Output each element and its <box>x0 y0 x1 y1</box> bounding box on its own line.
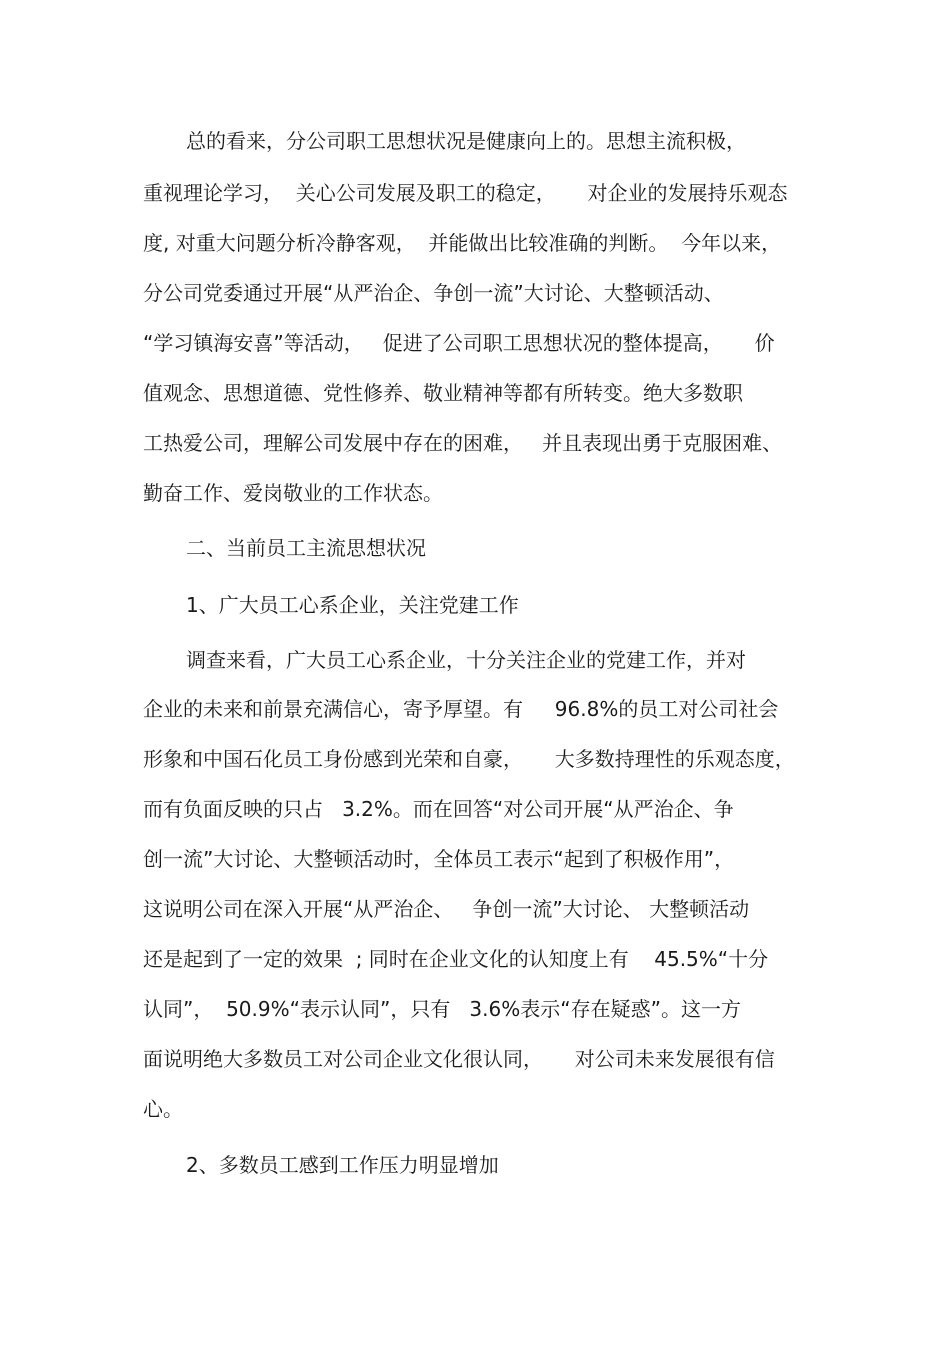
subsection-heading: 2、多数员工感到工作压力明显增加 <box>186 1153 499 1177</box>
paragraph-line: 调查来看，广大员工心系企业，十分关注企业的党建工作，并对 <box>186 648 746 672</box>
paragraph-line: 工热爱公司，理解公司发展中存在的困难， 并且表现出勇于克服困难、 <box>143 431 783 455</box>
paragraph-line: “学习镇海安喜”等活动， 促进了公司职工思想状况的整体提高， 价 <box>143 331 775 355</box>
paragraph-line: 重视理论学习， 关心公司发展及职工的稳定， 对企业的发展持乐观态 <box>143 181 788 205</box>
paragraph-line: 勤奋工作、爱岗敬业的工作状态。 <box>143 481 443 505</box>
paragraph-line: 心。 <box>143 1097 183 1121</box>
subsection-heading: 1、广大员工心系企业，关注党建工作 <box>186 593 519 617</box>
paragraph-line: 度, 对重大问题分析冷静客观， 并能做出比较准确的判断。 今年以来， <box>143 231 782 255</box>
paragraph-line: 形象和中国石化员工身份感到光荣和自豪， 大多数持理性的乐观态度， <box>143 747 795 771</box>
paragraph-line: 而有负面反映的只占 3.2%。而在回答“对公司开展“从严治企、争 <box>143 797 734 821</box>
paragraph-line: 面说明绝大多数员工对公司企业文化很认同， 对公司未来发展很有信 <box>143 1047 775 1071</box>
paragraph-line: 总的看来，分公司职工思想状况是健康向上的。思想主流积极， <box>186 129 746 153</box>
paragraph-line: 还是起到了一定的效果 ; 同时在企业文化的认知度上有 45.5%“十分 <box>143 947 769 971</box>
paragraph-line: 企业的未来和前景充满信心，寄予厚望。有 96.8%的员工对公司社会 <box>143 697 779 721</box>
paragraph-line: 分公司党委通过开展“从严治企、争创一流”大讨论、大整顿活动、 <box>143 281 724 305</box>
paragraph-line: 认同”， 50.9%“表示认同”，只有 3.6%表示“存在疑惑”。这一方 <box>143 997 741 1021</box>
paragraph-line: 这说明公司在深入开展“从严治企、 争创一流”大讨论、 大整顿活动 <box>143 897 750 921</box>
paragraph-line: 创一流”大讨论、大整顿活动时，全体员工表示“起到了积极作用”， <box>143 847 735 871</box>
section-heading: 二、当前员工主流思想状况 <box>186 536 426 560</box>
paragraph-line: 值观念、思想道德、党性修养、敬业精神等都有所转变。绝大多数职 <box>143 381 743 405</box>
